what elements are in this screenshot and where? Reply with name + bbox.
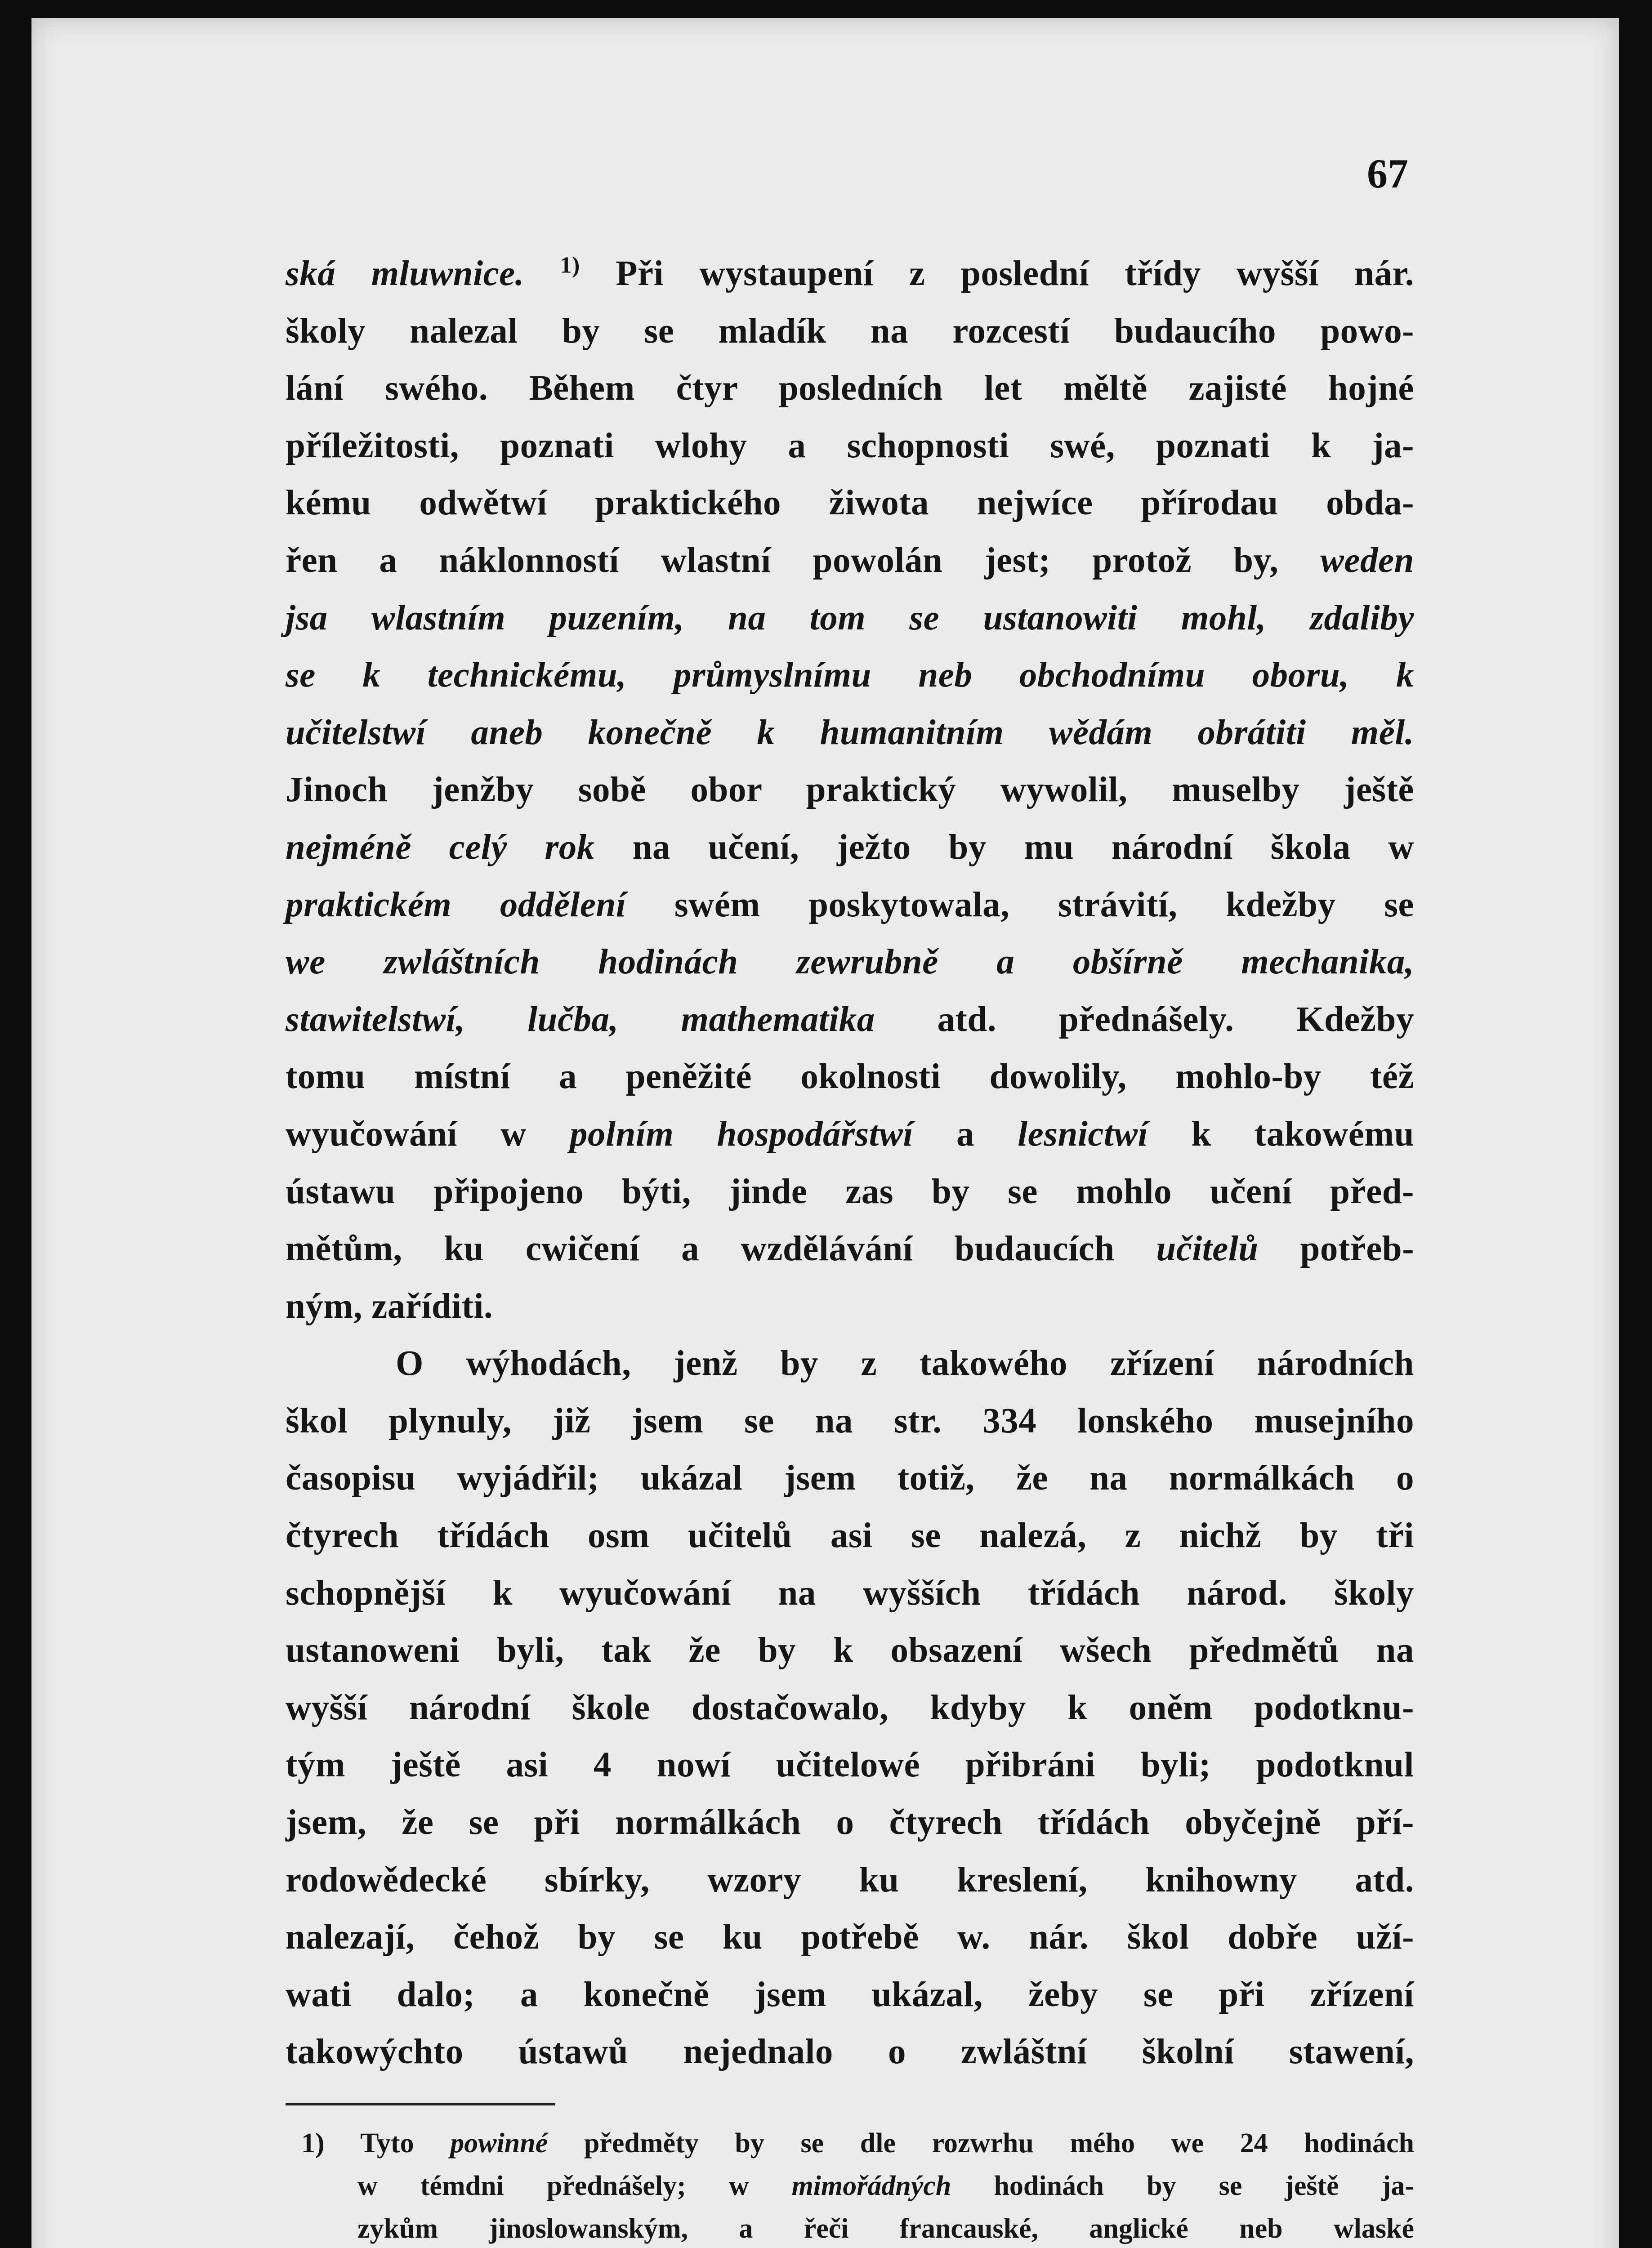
text-run: Při wystaupení z poslední třídy wyšší nár. <box>580 254 1415 293</box>
page-number: 67 <box>1367 151 1408 196</box>
text-run: nalezají, čehož by se ku potřebě w. nár. škol dobře uží- <box>286 1918 1414 1957</box>
text-run: wyučowání w <box>286 1114 570 1154</box>
text-line <box>286 589 1414 647</box>
text-line <box>286 647 1414 704</box>
text-run: tomu místní a peněžité okolnosti dowolily, mohlo-by též <box>286 1057 1414 1097</box>
text-run: k takowému <box>1148 1114 1415 1154</box>
text-line <box>286 1679 1414 1737</box>
text-run: mimořádných <box>791 2171 951 2201</box>
text-line <box>286 1909 1414 1966</box>
text-line <box>286 876 1414 934</box>
text-run: potřeb- <box>1258 1229 1415 1269</box>
text-run: Jinoch jenžby sobě obor praktický wywolil, muselby ještě <box>286 770 1414 810</box>
text-run: zykům jinoslowanským, a řeči francauské, anglické neb wlaské <box>357 2213 1414 2244</box>
text-run: a <box>913 1114 1018 1154</box>
text-run: nejméně celý rok <box>286 827 595 867</box>
text-line <box>286 1278 1414 1335</box>
text-run: školy nalezal by se mladík na rozcestí budaucího powo- <box>286 311 1414 351</box>
text-line <box>286 1163 1414 1221</box>
text-run: O wýhodách, jenž by z takowého zřízení národních <box>396 1344 1414 1383</box>
text-line <box>286 245 1414 303</box>
text-run: učitelstwí aneb konečně k humanitním wědám obrátiti měl. <box>286 713 1414 752</box>
footnote-line <box>301 2208 1414 2248</box>
text-line <box>286 1106 1414 1163</box>
footnote-line <box>301 2165 1414 2208</box>
text-run: tým ještě asi 4 nowí učitelowé přibráni byli; podotknul <box>286 1745 1414 1785</box>
text-line <box>286 1392 1414 1450</box>
text-line <box>286 360 1414 417</box>
text-run <box>524 254 560 293</box>
text-line <box>286 532 1414 589</box>
text-line <box>286 1220 1414 1278</box>
text-line <box>286 1736 1414 1794</box>
text-line <box>286 761 1414 819</box>
book-page <box>31 18 1619 2248</box>
text-run: učitelů <box>1156 1229 1259 1269</box>
text-run: ustanoweni byli, tak že by k obsazení wšech předmětů na <box>286 1631 1414 1670</box>
footnote-marker: 1) <box>560 252 580 278</box>
text-line <box>286 991 1414 1048</box>
text-run: lání swého. Během čtyr posledních let měltě zajisté hojné <box>286 369 1414 408</box>
text-run: řen a náklonností wlastní powolán jest; protož by, <box>286 540 1321 580</box>
text-run: jsem, že se při normálkách o čtyrech třídách obyčejně pří- <box>286 1803 1414 1842</box>
footnote-line <box>301 2122 1414 2165</box>
text-run: schopnější k wyučowání na wyšších třídách národ. školy <box>286 1573 1414 1613</box>
text-line <box>286 1565 1414 1622</box>
text-run: časopisu wyjádřil; ukázal jsem totiž, že na normálkách o <box>286 1459 1414 1498</box>
text-line <box>286 1966 1414 2024</box>
text-run: na učení, ježto by mu národní škola w <box>594 827 1414 867</box>
body-text <box>286 245 1414 2081</box>
text-run: příležitosti, poznati wlohy a schopnosti swé, poznati k ja- <box>286 426 1414 465</box>
text-line <box>286 1622 1414 1679</box>
text-run: wati dalo; a konečně jsem ukázal, žeby se při zřízení <box>286 1975 1414 2014</box>
text-run: kému odwětwí praktického žiwota nejwíce přírodau obda- <box>286 483 1414 523</box>
text-run: mětům, ku cwičení a wzdělávání budaucích <box>286 1229 1156 1269</box>
text-run: čtyrech třídách osm učitelů asi se nalezá, z nichž by tři <box>286 1516 1414 1556</box>
text-line <box>286 303 1414 360</box>
text-run: praktickém oddělení <box>286 885 626 924</box>
text-run: stawitelstwí, lučba, mathematika <box>286 999 875 1039</box>
text-line <box>286 704 1414 762</box>
text-line <box>286 1851 1414 1909</box>
text-run: ská mluwnice. <box>286 254 524 293</box>
text-run: předměty by se dle rozwrhu mého we 24 hodinách <box>548 2128 1414 2159</box>
text-run: ústawu připojeno býti, jinde zas by se mohlo učení před- <box>286 1172 1414 1211</box>
text-run: w témdni přednášely; w <box>357 2171 792 2201</box>
text-line <box>286 1335 1414 1392</box>
text-run: se k technickému, průmyslnímu neb obchodnímu oboru, k <box>286 656 1414 695</box>
text-line <box>286 933 1414 991</box>
text-line <box>286 819 1414 876</box>
text-run: škol plynuly, již jsem se na str. 334 lonského musejního <box>286 1401 1414 1441</box>
text-line <box>286 1048 1414 1106</box>
text-run: 1) Tyto <box>301 2128 451 2159</box>
text-run: ným, zaříditi. <box>286 1286 493 1326</box>
text-run: hodinách by se ještě ja- <box>951 2171 1414 2201</box>
text-run: weden <box>1320 540 1414 580</box>
text-run: jsa wlastním puzením, na tom se ustanowiti mohl, zdaliby <box>286 598 1414 638</box>
text-line <box>286 2023 1414 2081</box>
text-run: we zwláštních hodinách zewrubně a obšírně mechanika, <box>286 942 1414 982</box>
text-line <box>286 417 1414 475</box>
text-run: lesnictwí <box>1018 1114 1148 1154</box>
text-run: atd. přednášely. Kdežby <box>875 999 1414 1039</box>
text-run: polním hospodářstwí <box>570 1114 913 1154</box>
text-line <box>286 1507 1414 1565</box>
text-line <box>286 1794 1414 1851</box>
text-run: takowýchto ústawů nejednalo o zwláštní školní stawení, <box>286 2032 1414 2072</box>
text-line <box>286 1450 1414 1507</box>
text-run: rodowědecké sbírky, wzory ku kreslení, knihowny atd. <box>286 1860 1414 1900</box>
text-run: wyšší národní škole dostačowalo, kdyby k oněm podotknu- <box>286 1688 1414 1727</box>
text-run: powinné <box>450 2128 548 2159</box>
text-run: swém poskytowala, strávití, kdežby se <box>626 885 1414 924</box>
footnote-rule <box>286 2103 555 2105</box>
text-line <box>286 474 1414 532</box>
footnote <box>301 2122 1414 2248</box>
